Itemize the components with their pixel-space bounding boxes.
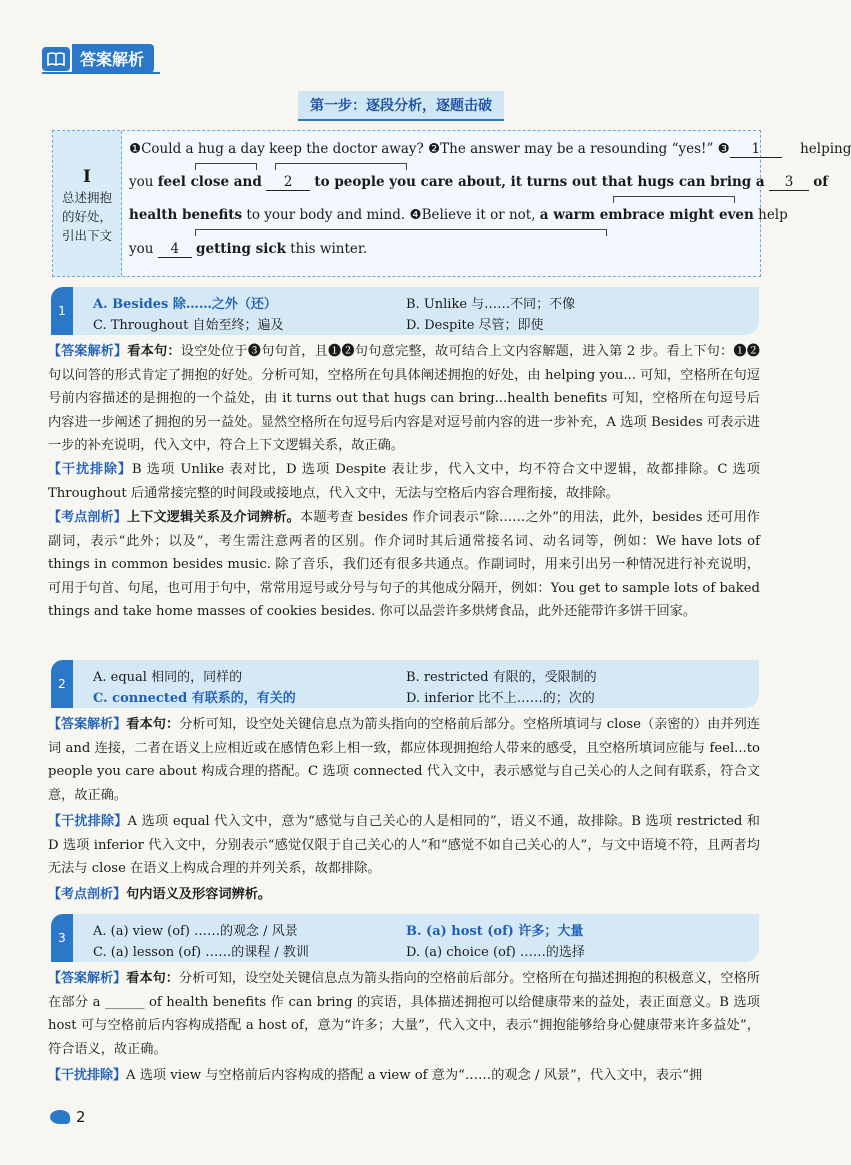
book-icon xyxy=(42,47,70,71)
q3-analysis: 【答案解析】看本句：分析可知，设空处关键信息点为箭头指向的空格前后部分。空格所在句描述拥抱的积极意义，空格所在部分 a ______ of health benefits 作 can bring 的宾语，具体描述拥抱可以给健康带来的益处，表正面意义。B 选项 host 可与空格前后内容构成搭配 a host of，意为“许多；大量”，代入文中，表示“拥抱能够给身心健康带来许多益处”，符合语义，故正确。 xyxy=(48,971,760,1057)
passage-line-2: you feel close and 2 to people you care about, it turns out that hugs can bring a 3 of xyxy=(129,174,829,190)
arrow-line xyxy=(195,163,257,170)
option-d[interactable]: D. inferior 比不上……的；次的 xyxy=(406,691,595,706)
q2-keypoint: 【考点剖析】句内语义及形容词辨析。 xyxy=(48,887,272,902)
passage-box xyxy=(52,130,851,277)
passage-line-3: health benefits to your body and mind. ❹Believe it or not, a warm embrace might even help xyxy=(129,207,788,223)
q1-analysis: 【答案解析】看本句：设空处位于❸句句首，且❶❷句句意完整，故可结合上文内容解题，进入第 2 步。看上下句：❶❷句以问答的形式肯定了拥抱的好处。分析可知，空格所在句具体阐述拥抱的好处，由 helping you... 可知，空格所在句逗号前内容描述的是拥抱的一个益处，由 it turns out that hugs can bring...health benefits 可知，空格所在句逗号后内容进一步阐述了拥抱的另一益处。显然空格所在句逗号后内容是对逗号前内容的进一步补充，A 选项 Besides 可表示进一步的补充说明，代入文中，符合上下文逻辑关系，故正确。 xyxy=(48,344,760,453)
blank-4[interactable]: 4 xyxy=(158,241,192,258)
passage-line-4: you 4 getting sick this winter. xyxy=(129,241,368,257)
option-b[interactable]: B. restricted 有限的，受限制的 xyxy=(406,670,597,685)
q1-keypoint: 【考点剖析】上下文逻辑关系及介词辨析。本题考查 besides 作介词表示“除……之外”的用法，此外，besides 还可用作副词，表示“此外；以及”，考生需注意两者的区别。作介词时其后通常接名词、动名词等，例如：We have lots of things in common besides music. 除了音乐，我们还有很多共通点。作副词时，用来引出另一种情况进行补充说明，可用于句首、句尾，也可用于句中，常常用逗号或分号与句子的其他成分隔开，例如：You get to sample lots of baked things and take home masses of cookies besides. 你可以品尝许多烘烤食品，此外还能带许多饼干回家。 xyxy=(48,510,760,619)
question-number: 2 xyxy=(51,660,73,708)
header-underline xyxy=(42,72,160,74)
paragraph-number: I xyxy=(83,167,91,187)
arrow-line xyxy=(275,163,407,170)
question-number: 1 xyxy=(51,287,73,335)
option-a[interactable]: A. Besides 除……之外（还） xyxy=(93,297,277,312)
option-c[interactable]: C. Throughout 自始至终；遍及 xyxy=(93,318,284,333)
option-a[interactable]: A. equal 相同的，同样的 xyxy=(93,670,243,685)
q1-distractors: 【干扰排除】B 选项 Unlike 表对比，D 选项 Despite 表让步，代入文中，均不符合文中逻辑，故都排除。C 选项 Throughout 后通常接完整的时间段或接地点，代入文中，无法与空格后内容合理衔接，故排除。 xyxy=(48,462,760,501)
passage-line-1: ❶Could a hug a day keep the doctor away? ❷The answer may be a resounding “yes!” ❸ 1 helping xyxy=(129,141,851,157)
option-d[interactable]: D. Despite 尽管；即使 xyxy=(406,318,544,333)
blank-3[interactable]: 3 xyxy=(769,174,809,191)
blank-2[interactable]: 2 xyxy=(266,174,310,191)
paragraph-desc-3: 引出下文 xyxy=(61,228,112,243)
option-a[interactable]: A. (a) view (of) ……的观念 / 风景 xyxy=(93,924,298,939)
q2-analysis: 【答案解析】看本句：分析可知，设空处关键信息点为箭头指向的空格前后部分。空格所填词与 close（亲密的）由并列连词 and 连接，二者在语义上应相近或在感情色彩上相一致，都应体现拥抱给人带来的感受，且空格所填词应能与 feel...to people you care about 构成合理的搭配。C 选项 connected 代入文中，表示感觉与自己关心的人之间有联系，符合文意，故正确。 xyxy=(48,717,760,803)
section-header xyxy=(42,44,154,73)
blank-1[interactable]: 1 xyxy=(730,141,782,158)
paragraph-desc-2: 的好处， xyxy=(61,209,112,224)
option-c[interactable]: C. (a) lesson (of) ……的课程 / 教训 xyxy=(93,945,309,960)
q2-distractors: 【干扰排除】A 选项 equal 代入文中，意为“感觉与自己关心的人是相同的”，语义不通，故排除。B 选项 restricted 和 D 选项 inferior 代入文中，分别表示“感觉仅限于自己关心的人”和“感觉不如自己关心的人”，与文中语境不符，且两者均无法与 close 在语义上构成合理的并列关系，故都排除。 xyxy=(48,814,760,876)
passage-label xyxy=(53,131,122,276)
option-b[interactable]: B. (a) host (of) 许多；大量 xyxy=(406,924,584,939)
page-number: 2 xyxy=(76,1108,86,1126)
leaf-icon xyxy=(50,1110,70,1124)
option-c[interactable]: C. connected 有联系的，有关的 xyxy=(93,691,296,706)
paragraph-desc-1: 总述拥抱 xyxy=(61,190,112,205)
arrow-line xyxy=(195,229,607,236)
arrow-line xyxy=(613,196,735,203)
option-d[interactable]: D. (a) choice (of) ……的选择 xyxy=(406,945,585,960)
options-box-2 xyxy=(51,660,759,708)
option-b[interactable]: B. Unlike 与……不同；不像 xyxy=(406,297,576,312)
step-title: 第一步：逐段分析，逐题击破 xyxy=(298,91,504,121)
question-number: 3 xyxy=(51,914,73,962)
q3-distractors: 【干扰排除】A 选项 view 与空格前后内容构成的搭配 a view of 意为“……的观念 / 风景”，代入文中，表示“拥 xyxy=(48,1068,703,1083)
options-box-3 xyxy=(51,914,759,962)
page-footer xyxy=(50,1108,86,1126)
header-title: 答案解析 xyxy=(72,44,154,73)
options-box-1 xyxy=(51,287,759,335)
